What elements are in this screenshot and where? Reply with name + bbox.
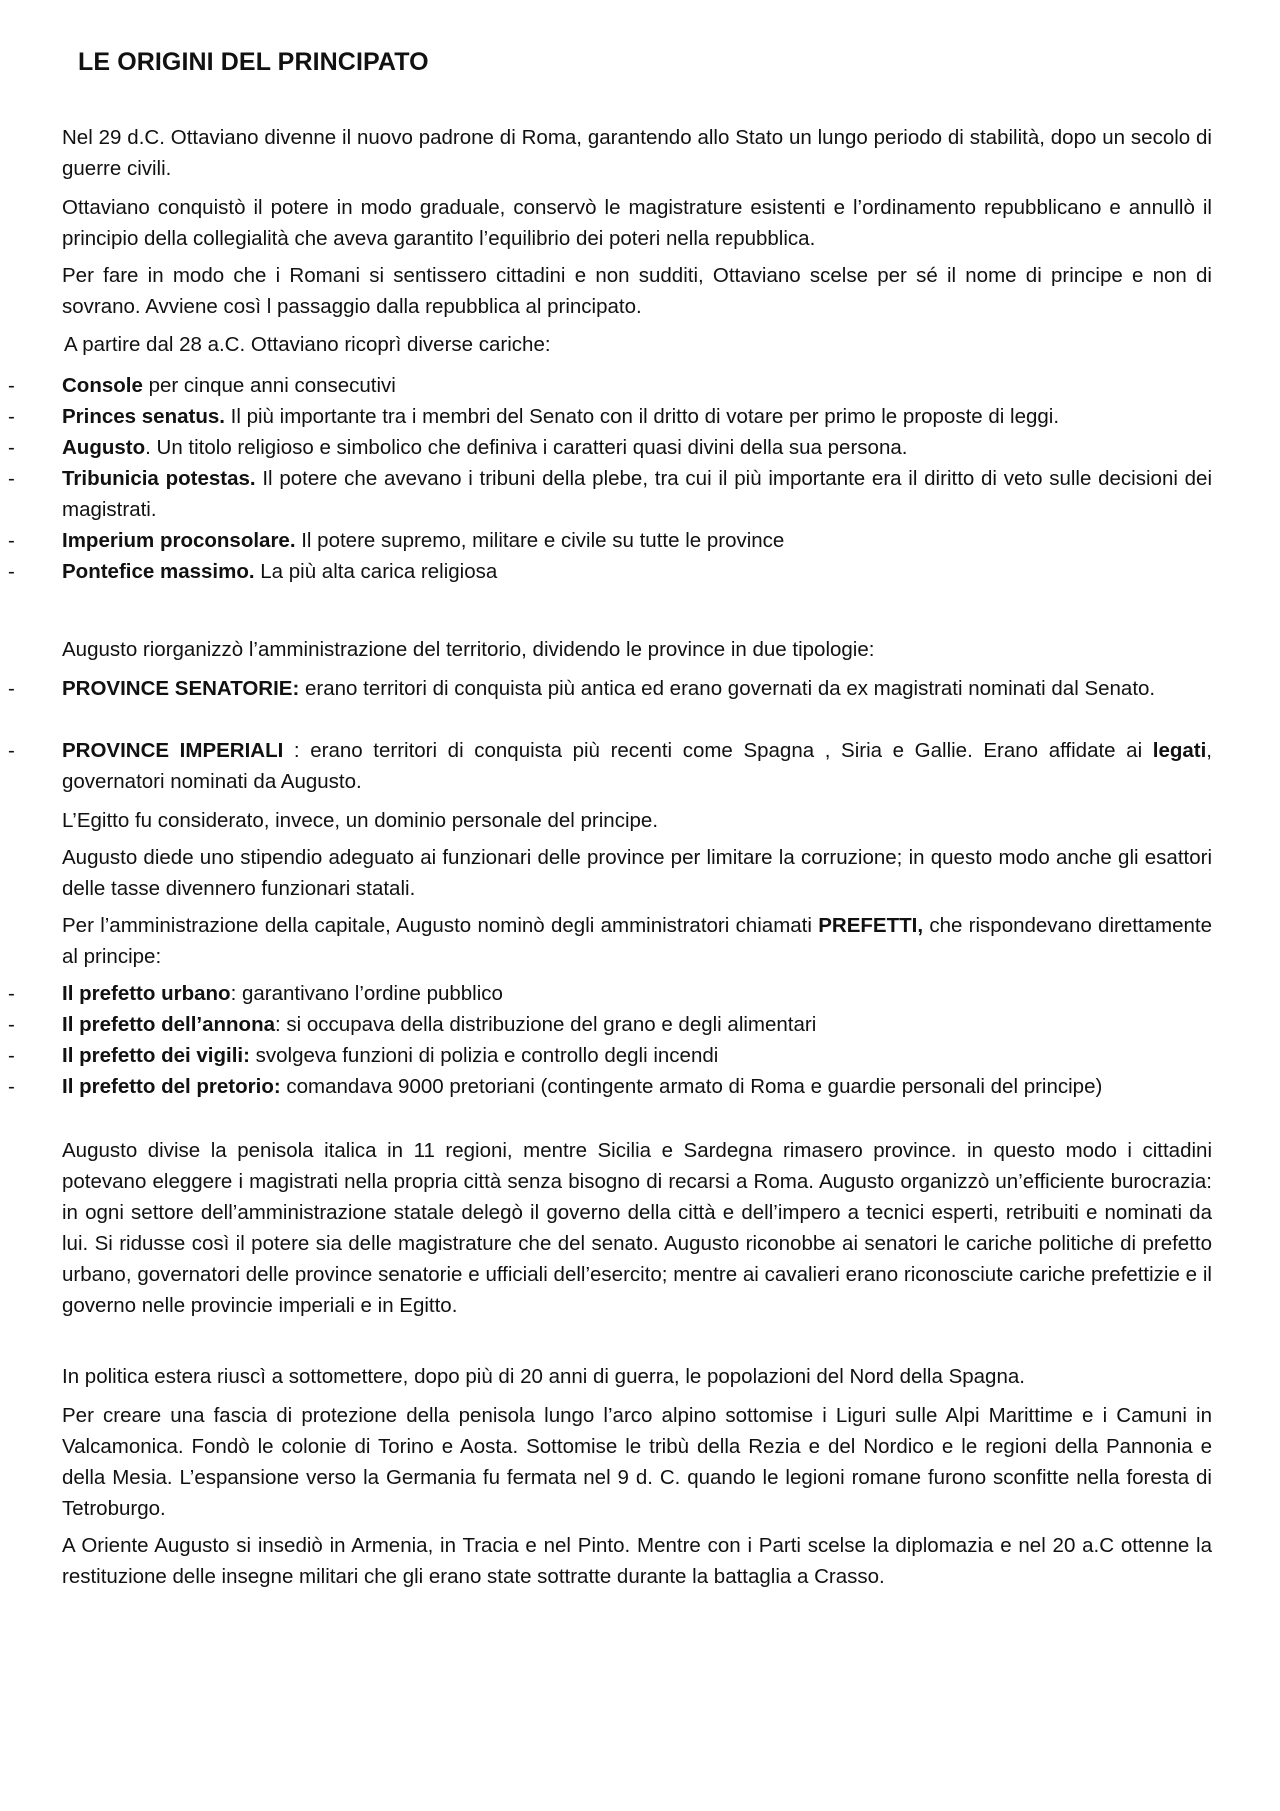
list-dash: - <box>8 677 15 700</box>
list-desc: svolgeva funzioni di polizia e controllo degli incendi <box>249 1044 719 1067</box>
paragraph-oriente: A Oriente Augusto si insediò in Armenia, in Tracia e nel Pinto. Mentre con i Parti scelse la diplomazia e nel 20 a.C ottenne la restituzione delle insegne militari che gli erano state sottratte durante la battaglia a Crasso. <box>62 1534 1212 1588</box>
list-term: Il prefetto dell’annona <box>62 1013 275 1036</box>
list-term: Console <box>62 374 143 397</box>
paragraph-province-intro: Augusto riorganizzò l’amministrazione del territorio, dividendo le province in due tipologie: <box>62 638 875 661</box>
paragraph-intro: Nel 29 d.C. Ottaviano divenne il nuovo padrone di Roma, garantendo allo Stato un lungo periodo di stabilità, dopo un secolo di guerre civili. <box>62 126 1212 180</box>
list-dash: - <box>8 405 15 428</box>
list-term: Il prefetto del pretorio: <box>62 1075 281 1098</box>
list-dash: - <box>8 529 15 552</box>
paragraph-politica-estera: In politica estera riuscì a sottomettere, dopo più di 20 anni di guerra, le popolazioni del Nord della Spagna. <box>62 1365 1025 1388</box>
list-desc: , governatori nominati da Augusto. <box>62 739 1212 793</box>
list-dash: - <box>8 467 15 490</box>
page-title: LE ORIGINI DEL PRINCIPATO <box>78 48 429 76</box>
list-dash: - <box>8 1075 15 1098</box>
list-desc: Il potere supremo, militare e civile su tutte le province <box>295 529 785 552</box>
list-term-legati: legati <box>1152 739 1207 762</box>
list-desc: : erano territori di conquista più recenti come Spagna , Siria e Gallie. Erano affidate ai <box>283 739 1153 762</box>
list-dash: - <box>8 982 15 1005</box>
list-term: Augusto <box>62 436 146 459</box>
paragraph-text: Per l’amministrazione della capitale, Augusto nominò degli amministratori chiamati <box>62 914 819 937</box>
paragraph-cariche-intro: A partire dal 28 a.C. Ottaviano ricoprì diverse cariche: <box>64 333 551 356</box>
paragraph-stipendio: Augusto diede uno stipendio adeguato ai funzionari delle province per limitare la corruzione; in questo modo anche gli esattori delle tasse divennero funzionari statali. <box>62 846 1212 900</box>
list-dash: - <box>8 1044 15 1067</box>
list-term: Princes senatus. <box>62 405 225 428</box>
list-desc: La più alta carica religiosa <box>254 560 498 583</box>
list-dash: - <box>8 436 15 459</box>
list-term: Pontefice massimo. <box>62 560 255 583</box>
paragraph-princeps: Per fare in modo che i Romani si sentissero cittadini e non sudditi, Ottaviano scelse per sé il nome di principe e non di sovrano. Avviene così l passaggio dalla repubblica al principato. <box>62 264 1212 318</box>
list-desc: erano territori di conquista più antica ed erano governati da ex magistrati nominati dal Senato. <box>299 677 1156 700</box>
paragraph-regioni: Augusto divise la penisola italica in 11 regioni, mentre Sicilia e Sardegna rimasero province. in questo modo i cittadini potevano eleggere i magistrati nella propria città senza bisogno di recarsi a Roma. Augusto organizzò un’efficiente burocrazia: in ogni settore dell’amministrazione statale delegò il governo della città e dell’impero a tecnici esperti, retribuiti e nominati da lui. Si ridusse così il potere sia delle magistrature che del senato. Augusto riconobbe ai senatori le cariche politiche di prefetto urbano, governatori delle province senatorie e ufficiali dell’esercito; mentre ai cavalieri erano riconosciute cariche prefettizie e il governo nelle provincie imperiali e in Egitto. <box>62 1139 1212 1317</box>
list-term: Tribunicia potestas. <box>62 467 256 490</box>
paragraph-egitto: L’Egitto fu considerato, invece, un dominio personale del principe. <box>62 809 659 832</box>
paragraph-prefetti-intro <box>62 910 1212 972</box>
list-dash: - <box>8 1013 15 1036</box>
list-term: PROVINCE SENATORIE: <box>62 677 300 700</box>
list-term: Il prefetto urbano <box>62 982 231 1005</box>
paragraph-arco-alpino: Per creare una fascia di protezione della penisola lungo l’arco alpino sottomise i Liguri sulle Alpi Marittime e i Camuni in Valcamonica. Fondò le colonie di Torino e Aosta. Sottomise le tribù della Rezia e del Nordico e le regioni della Pannonia e della Mesia. L’espansione verso la Germania fu fermata nel 9 d. C. quando le legioni romane furono sconfitte nella foresta di Tetroburgo. <box>62 1404 1212 1520</box>
list-desc: : garantivano l’ordine pubblico <box>230 982 503 1005</box>
list-dash: - <box>8 374 15 397</box>
list-dash: - <box>8 560 15 583</box>
paragraph-text: che rispondevano direttamente al principe: <box>62 914 1212 968</box>
list-dash: - <box>8 739 15 762</box>
paragraph-bold: PREFETTI, <box>818 914 924 937</box>
list-term: Imperium proconsolare. <box>62 529 296 552</box>
list-desc: per cinque anni consecutivi <box>142 374 396 397</box>
list-term: Il prefetto dei vigili: <box>62 1044 250 1067</box>
list-term: PROVINCE IMPERIALI <box>62 739 284 762</box>
list-desc: : si occupava della distribuzione del grano e degli alimentari <box>275 1013 817 1036</box>
list-desc: comandava 9000 pretoriani (contingente armato di Roma e guardie personali del principe) <box>280 1075 1103 1098</box>
paragraph-conquest: Ottaviano conquistò il potere in modo graduale, conservò le magistrature esistenti e l’ordinamento repubblicano e annullò il principio della collegialità che aveva garantito l’equilibrio dei poteri nella repubblica. <box>62 196 1212 250</box>
list-desc: . Un titolo religioso e simbolico che definiva i caratteri quasi divini della sua persona. <box>145 436 908 459</box>
list-desc: Il potere che avevano i tribuni della plebe, tra cui il più importante era il diritto di veto sulle decisioni dei magistrati. <box>62 467 1212 521</box>
list-desc: Il più importante tra i membri del Senato con il dritto di votare per primo le proposte di leggi. <box>224 405 1060 428</box>
